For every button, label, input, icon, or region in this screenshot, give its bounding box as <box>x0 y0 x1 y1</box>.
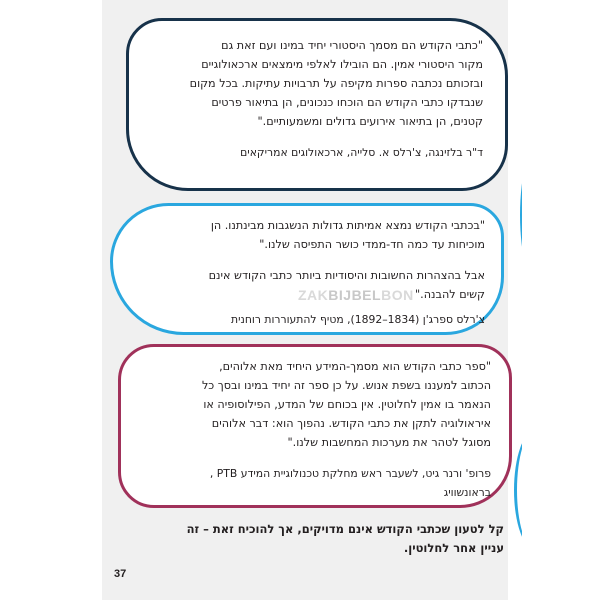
quote-line: "ספר כתבי הקודש הוא מסמך-המידע היחיד מאת אלוהים, <box>219 360 491 373</box>
closing-statement <box>130 520 504 558</box>
book-page <box>102 0 522 600</box>
quote-line: קטנים, הן בתיאור אירועים גדולים ומשמעותיים." <box>257 115 483 128</box>
quote-author: בראונשוויג <box>443 486 491 499</box>
quote-line: איראולוגיה לתקן את כתבי הקודש. נהפוך הוא: דבר אלוהים <box>211 417 491 430</box>
quote-bubble-archaeologists <box>126 18 508 191</box>
quote-line: הנאמר בו אמין לחלוטין. אין בכוחם של המדע, הפילוסופיה או <box>203 398 491 411</box>
quote-line: "כתבי הקודש הם מסמך היסטורי יחיד במינו ועם זאת גם <box>221 39 483 52</box>
quote-line: מסוגל לטהר את מערכות המחשבות שלנו." <box>287 436 491 449</box>
quote-line: "בכתבי הקודש נמצא אמיתות גדולות הנשגבות מבינתנו. הן <box>210 219 485 232</box>
quote-bubble-gitt <box>118 344 512 508</box>
quote-line: ובזכותם נכתבה ספרות מקיפה על תרבויות עתיקות. בכל מקום <box>189 77 483 90</box>
closing-line: עניין אחר לחלוטין. <box>403 541 504 555</box>
watermark-part: ZAK <box>298 287 329 303</box>
quote-line: מקור היסטורי אמין. הם הובילו לאלפי מימצאים ארכאולוגיים <box>201 58 483 71</box>
quote-line: הכתוב למעננו בשפת אנוש. על כן ספר זה יחיד במינו ובסך כל <box>201 379 491 392</box>
quote-bubble-spurgeon <box>110 203 504 335</box>
quote-line: מוכיחות עד כמה חד-ממדי כושר התפיסה שלנו." <box>259 238 485 251</box>
closing-line: קל לטעון שכתבי הקודש אינם מדויקים, אך להוכיח זאת – זה <box>186 522 504 536</box>
quote-author: ד"ר בלזינגה, צ'רלס א. סלייה, ארכאולוגים אמריקאים <box>240 146 483 159</box>
quote-line: שנבדקו כתבי הקודש הם הוכחו כנכונים, הן בתיאור פרטים <box>211 96 483 109</box>
quote-note-line: אבל בהצהרות החשובות והיסודיות ביותר כתבי הקודש אינם <box>208 269 485 282</box>
quote-author: פרופ' ורנר גיט, לשעבר ראש מחלקת טכנולוגיית המידע PTB , <box>209 467 491 480</box>
page-number: 37 <box>114 568 127 580</box>
quote-note-line: קשים להבנה." <box>415 288 485 301</box>
watermark-part: BIJBEL <box>328 287 382 303</box>
quote-author: צ'רלס ספרג'ן (1834–1892), מטיף להתעוררות רוחנית <box>231 313 485 326</box>
watermark-part: BON <box>381 287 414 303</box>
